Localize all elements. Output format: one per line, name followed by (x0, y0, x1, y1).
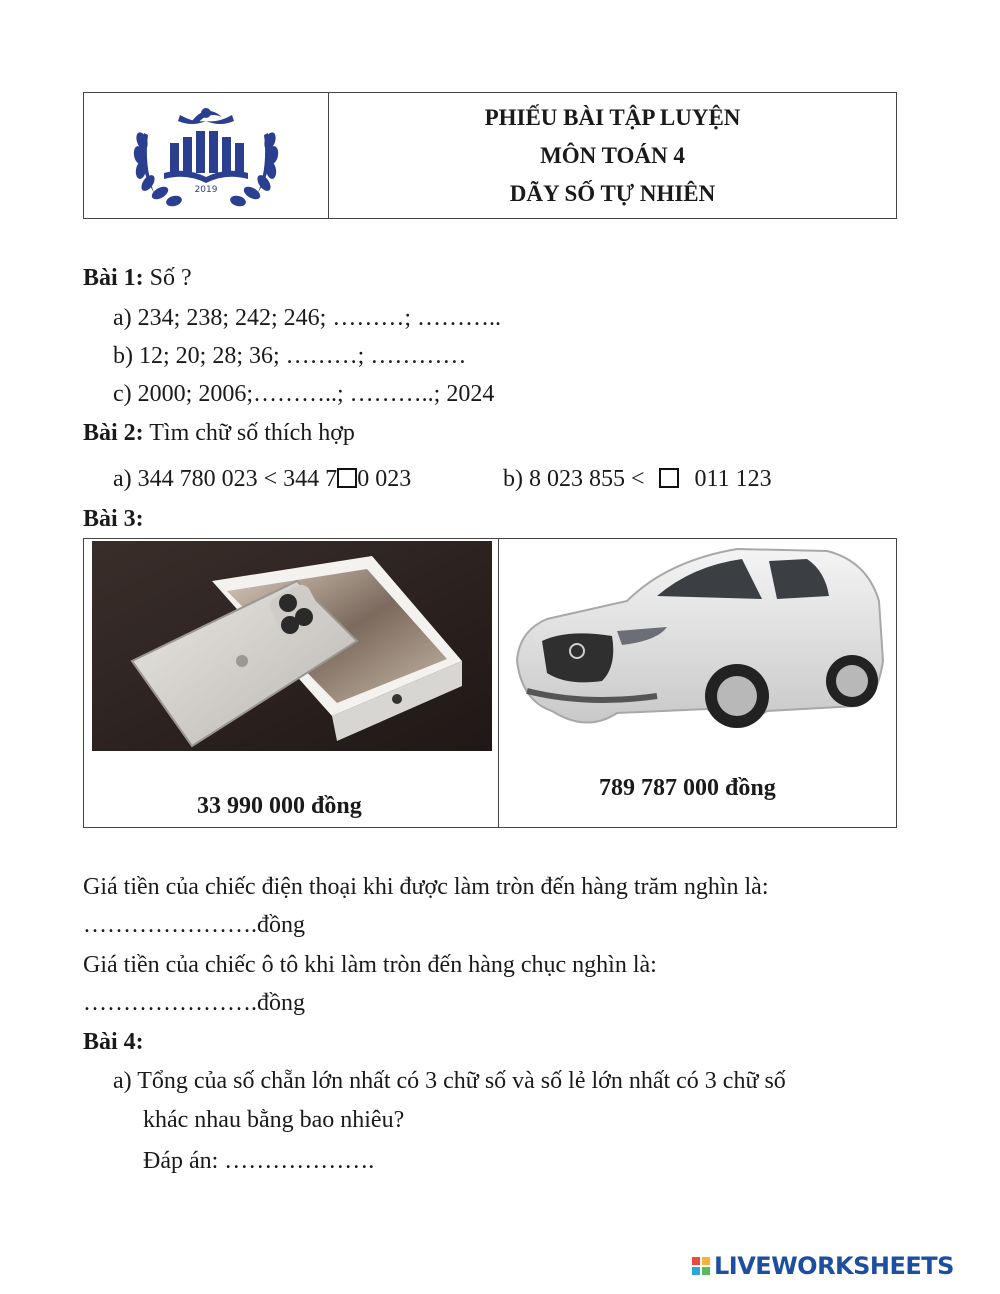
bai4-a-line-1: a) Tổng của số chẵn lớn nhất có 3 chữ số và số lẻ lớn nhất có 3 chữ số (113, 1068, 786, 1094)
bai1-item-a[interactable]: a) 234; 238; 242; 246; ………; ……….. (113, 305, 501, 331)
bai3-answer-2[interactable]: ………………….đồng (83, 990, 305, 1016)
bai1-prompt: Số ? (149, 265, 192, 291)
bai2-heading (83, 420, 355, 447)
car-cell (499, 539, 896, 827)
bai2-a-left: a) 344 780 023 < 344 7 (113, 466, 338, 492)
bai3-answer-1[interactable]: ………………….đồng (83, 912, 305, 938)
bai3-image-table (83, 538, 897, 828)
logo-year: 2019 (194, 185, 218, 195)
bai2-b-left: b) 8 023 855 < (503, 466, 645, 492)
bai1-item-b[interactable]: b) 12; 20; 28; 36; ………; ………… (113, 343, 467, 369)
bai3-label: Bài 3: (83, 506, 144, 532)
bai2-label: Bài 2: (83, 420, 144, 446)
bai3-question-1: Giá tiền của chiếc điện thoại khi được làm tròn đến hàng trăm nghìn là: (83, 874, 769, 900)
bai4-answer[interactable]: Đáp án: ………………. (143, 1148, 375, 1174)
bai1-label: Bài 1: (83, 265, 144, 291)
header-table (83, 92, 897, 219)
bai4-a-line-2: khác nhau bằng bao nhiêu? (143, 1107, 405, 1133)
bai2-a-answer-box[interactable] (337, 468, 357, 488)
bai3-question-2: Giá tiền của chiếc ô tô khi làm tròn đến hàng chục nghìn là: (83, 952, 657, 978)
bai2-a-right: 0 023 (357, 466, 412, 492)
bai2-item-a (113, 466, 411, 493)
school-logo (84, 93, 329, 218)
title-line-3: DÃY SỐ TỰ NHIÊN (509, 180, 716, 206)
bai2-item-b (503, 466, 772, 493)
liveworksheets-logo-icon (692, 1257, 710, 1275)
liveworksheets-brand (692, 1252, 954, 1280)
car-price: 789 787 000 đồng (599, 775, 776, 801)
bai1-heading (83, 265, 192, 292)
bai1-item-c[interactable]: c) 2000; 2006;………..; ………..; 2024 (113, 381, 495, 407)
bai2-b-right: 011 123 (694, 466, 772, 492)
title-line-2: MÔN TOÁN 4 (540, 142, 685, 168)
bai4-label: Bài 4: (83, 1029, 144, 1055)
title-block (329, 93, 896, 218)
bai2-b-answer-box[interactable] (659, 468, 679, 488)
phone-cell (84, 539, 499, 827)
liveworksheets-brand-name: LIVEWORKSHEETS (714, 1252, 954, 1280)
bai2-prompt: Tìm chữ số thích hợp (149, 420, 355, 446)
car-image (507, 541, 887, 751)
phone-price: 33 990 000 đồng (197, 793, 362, 819)
phone-image (92, 541, 492, 751)
title-line-1: PHIẾU BÀI TẬP LUYỆN (484, 104, 741, 130)
